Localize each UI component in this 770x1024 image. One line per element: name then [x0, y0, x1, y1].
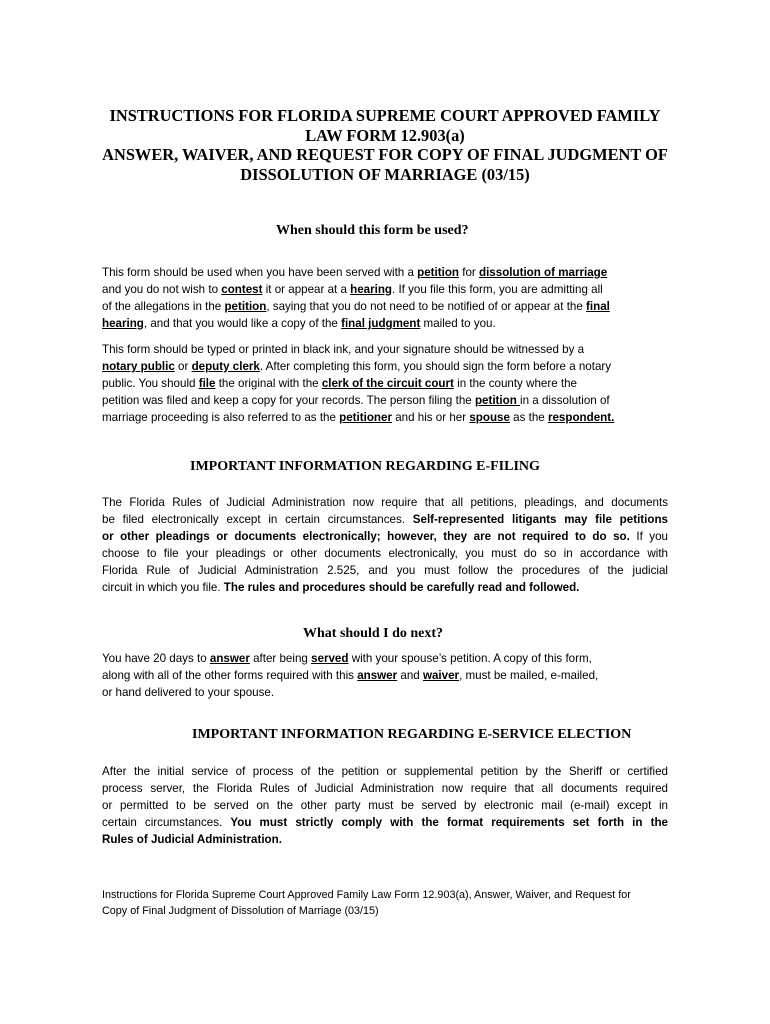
text-line: [102, 528, 668, 545]
text: along with all of the other forms required with this: [102, 669, 358, 682]
document-title: [90, 106, 680, 184]
term-link: clerk of the circuit court: [321, 377, 454, 390]
text-line: [102, 315, 668, 332]
text: as the: [509, 411, 548, 424]
bold-text: or other pleadings or documents electronically; however, they are not required to do so.: [102, 530, 630, 543]
term-link: respondent.: [547, 411, 615, 424]
text-line: After the initial service of process of the petition or supplemental petition by the Sheriff or certified: [102, 765, 668, 778]
text-line: [102, 650, 668, 667]
term-link: answer: [209, 652, 250, 665]
term-link: petitioner: [339, 411, 392, 424]
text: mailed to you.: [420, 317, 496, 330]
text: be filed electronically except in certain circumstances.: [102, 513, 413, 526]
text: , saying that you do not need to be notified of or appear at the: [266, 300, 587, 313]
text-line: Florida Rule of Judicial Administration 2.525, and you must follow the procedures of the judicial: [102, 564, 668, 577]
text: If you: [629, 530, 668, 543]
title-line: LAW FORM 12.903(a): [305, 125, 465, 145]
term-link: dissolution of marriage: [479, 266, 608, 279]
title-line: INSTRUCTIONS FOR FLORIDA SUPREME COURT APPROVED FAMILY: [109, 106, 661, 125]
term-link: hearing: [350, 283, 393, 296]
text: . After completing this form, you should sign the form before a notary: [259, 360, 612, 373]
term-link: deputy clerk: [191, 360, 260, 373]
text-line: Rules of Judicial Administration.: [102, 833, 282, 846]
text: This form should be used when you have been served with a: [102, 266, 418, 279]
text: and his or her: [391, 411, 470, 424]
title-line: ANSWER, WAIVER, AND REQUEST FOR COPY OF FINAL JUDGMENT OF: [102, 145, 668, 164]
paragraph-eservice: [102, 763, 668, 848]
text: the original with the: [215, 377, 322, 390]
text-line: [102, 579, 668, 596]
title-line: DISSOLUTION OF MARRIAGE (03/15): [240, 164, 530, 184]
text-line: The Florida Rules of Judicial Administration now require that all petitions, pleadings, and documents: [102, 496, 668, 509]
text: after being: [249, 652, 312, 665]
text-line: or hand delivered to your spouse.: [102, 686, 275, 699]
text: public. You should: [102, 377, 199, 390]
text: petition was filed and keep a copy for your records. The person filing the: [102, 394, 475, 407]
text: , must be mailed, e-mailed,: [459, 669, 599, 682]
text-line: This form should be typed or printed in black ink, and your signature should be witnessed by a: [102, 343, 585, 356]
text: You have 20 days to: [102, 652, 210, 665]
text-line: or permitted to be served on the other party must be served by electronic mail (e-mail) except in: [102, 799, 668, 812]
bold-text: Self-represented litigants may file petitions: [412, 513, 668, 526]
term-link: petition: [474, 394, 521, 407]
term-link: waiver: [422, 669, 460, 682]
text-line: [102, 814, 668, 831]
text-line: [102, 511, 668, 528]
term-link: petition: [417, 266, 460, 279]
term-link: petition: [224, 300, 267, 313]
term-link: notary public: [102, 360, 175, 373]
text: or: [174, 360, 192, 373]
text-line: [102, 392, 668, 409]
text: circuit in which you file.: [102, 581, 224, 594]
text-line: [102, 358, 668, 375]
heading-what-next: What should I do next?: [303, 626, 444, 641]
term-link: file: [198, 377, 216, 390]
text-line: [102, 264, 668, 281]
text: and you do not wish to: [102, 283, 222, 296]
paragraph-when-used: [102, 264, 668, 332]
text: it or appear at a: [262, 283, 351, 296]
term-link: final: [586, 300, 610, 313]
text-line: [102, 409, 668, 426]
paragraph-efiling: [102, 494, 668, 596]
term-link: served: [311, 652, 349, 665]
heading-when-used: When should this form be used?: [276, 223, 469, 238]
footer-line: Copy of Final Judgment of Dissolution of Marriage (03/15): [102, 905, 379, 917]
text-line: choose to file your pleadings or other documents electronically, you must do so in accordance with: [102, 547, 668, 560]
paragraph-what-next: [102, 650, 668, 701]
text: for: [459, 266, 479, 279]
text: marriage proceeding is also referred to as the: [102, 411, 340, 424]
text: . If you file this form, you are admitting all: [392, 283, 603, 296]
text-line: process server, the Florida Rules of Judicial Administration now require that all documents required: [102, 782, 668, 795]
page-footer: [102, 887, 672, 919]
text: certain circumstances.: [102, 816, 231, 829]
text-line: [102, 375, 668, 392]
text: in the county where the: [453, 377, 577, 390]
bold-text: You must strictly comply with the format requirements set forth in the: [230, 816, 668, 829]
text-line: [102, 667, 668, 684]
heading-eservice: IMPORTANT INFORMATION REGARDING E-SERVICE ELECTION: [192, 727, 632, 742]
term-link: hearing: [102, 317, 144, 330]
text: and: [397, 669, 423, 682]
text: of the allegations in the: [102, 300, 225, 313]
text-line: [102, 281, 668, 298]
term-link: answer: [357, 669, 398, 682]
text: in a dissolution of: [520, 394, 610, 407]
paragraph-typing-instructions: [102, 341, 668, 426]
text: with your spouse’s petition. A copy of this form,: [348, 652, 592, 665]
bold-text: The rules and procedures should be carefully read and followed.: [223, 581, 580, 594]
footer-line: Instructions for Florida Supreme Court Approved Family Law Form 12.903(a), Answer, Waiver, and Request for: [102, 889, 631, 901]
term-link: spouse: [469, 411, 510, 424]
text: , and that you would like a copy of the: [143, 317, 342, 330]
text-line: [102, 298, 668, 315]
term-link: contest: [221, 283, 263, 296]
heading-efiling: IMPORTANT INFORMATION REGARDING E-FILING: [190, 459, 540, 474]
term-link: final judgment: [341, 317, 421, 330]
